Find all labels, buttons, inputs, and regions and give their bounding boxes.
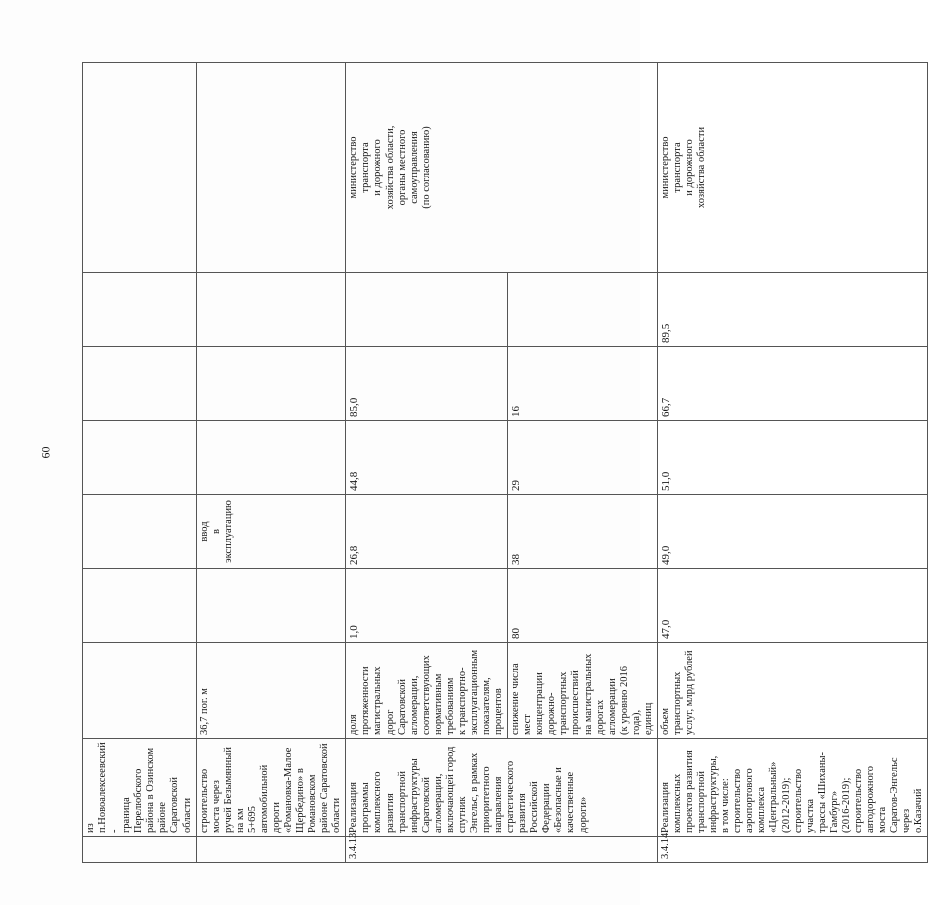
value-2019: 16: [508, 347, 658, 421]
value-2019: 66,7: [657, 347, 927, 421]
value-2020: [196, 273, 346, 347]
value-2018: 44,8: [346, 421, 508, 495]
value-2019: [83, 347, 197, 421]
indicator-cell: [83, 643, 197, 739]
value-2016: 1,0: [346, 569, 508, 643]
value-2017: 26,8: [346, 495, 508, 569]
value-2020: [346, 273, 508, 347]
responsible-cell: [83, 63, 197, 273]
value-2020: [508, 273, 658, 347]
indicator-cell: объем транспортных услуг, млрд рублей: [657, 643, 927, 739]
value-2016: [83, 569, 197, 643]
rotated-table-wrapper: [82, 63, 925, 863]
row-id: [83, 837, 197, 863]
project-cell: Реализация комплексных проектов развития транспортной инфраструктуры, в том числе: строительство аэропортового комплекса «Центральный» (2012-2019); строительство участка трассы «Шиханы-Гамбург» (2016-2019); строительство автодорожного моста Саратов-Энгельс через о.Казачий: [657, 739, 927, 837]
value-2017: 38: [508, 495, 658, 569]
table-row: [196, 63, 346, 863]
responsible-cell: министерство транспорта и дорожного хозяйства области: [657, 63, 927, 273]
plan-table: [82, 62, 928, 863]
table-row: [83, 63, 197, 863]
row-id: [196, 837, 346, 863]
indicator-cell: снижение числа мест концентрации дорожно- транспортных происшествий на магистральных дорогах агломерации (к уровню 2016 года), единиц: [508, 643, 658, 739]
value-2018: 51,0: [657, 421, 927, 495]
value-2019: [196, 347, 346, 421]
project-cell: строительство моста через ручей Безымянный на км 5+695 автомобильной дороги «Романовка-Малое Щербедино» в Романовском районе Саратовской области: [196, 739, 346, 837]
row-id: 3.4.13.: [346, 837, 658, 863]
table-row: [657, 63, 927, 863]
row-id: 3.4.14.: [657, 837, 927, 863]
value-2020: 89,5: [657, 273, 927, 347]
value-2018: 29: [508, 421, 658, 495]
project-cell: из п.Новоалексеевский - граница Перелюбского района в Озинском районе Саратовской области: [83, 739, 197, 837]
table-row: [346, 63, 508, 863]
project-cell: Реализация программы комплексного развития транспортной инфраструктуры Саратовской агломерации, включающей город спутник Энгельс, в рамках приоритетного направления стратегического развития Российской Федерации «Безопасные и качественные дороги»: [346, 739, 658, 837]
value-2016: [196, 569, 346, 643]
value-2017: ввод в эксплуатацию: [196, 495, 346, 569]
value-2016: 47,0: [657, 569, 927, 643]
value-2018: [196, 421, 346, 495]
value-2020: [83, 273, 197, 347]
responsible-cell: [196, 63, 346, 273]
responsible-cell: министерство транспорта и дорожного хозяйства области, органы местного самоуправления (по согласованию): [346, 63, 658, 273]
page-number: 60: [38, 446, 53, 459]
indicator-cell: 36,7 пог. м: [196, 643, 346, 739]
value-2017: [83, 495, 197, 569]
value-2018: [83, 421, 197, 495]
value-2017: 49,0: [657, 495, 927, 569]
indicator-cell: доля протяженности магистральных дорог Саратовской агломерации, соответствующих нормативным требованиям к транспортно- эксплуатационным показателям, процентов: [346, 643, 508, 739]
value-2016: 80: [508, 569, 658, 643]
value-2019: 85,0: [346, 347, 508, 421]
